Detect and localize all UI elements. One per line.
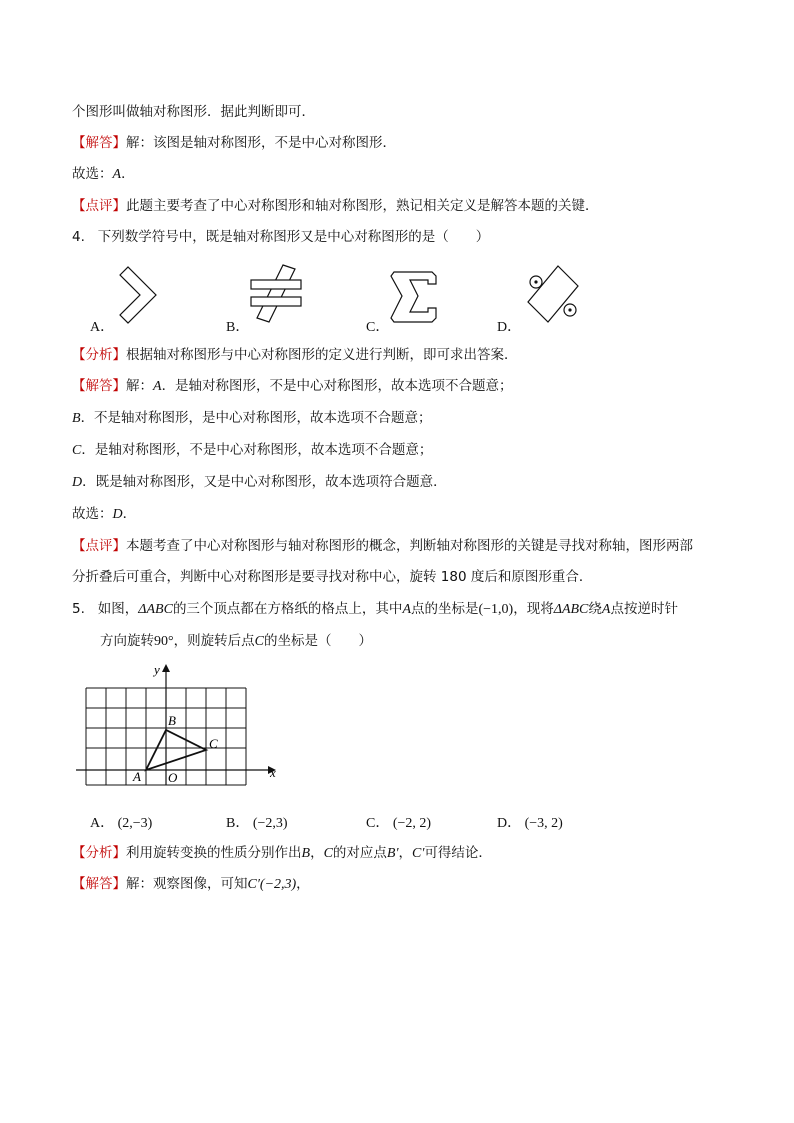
- option-b: B． (−2,3): [226, 816, 288, 831]
- percent-symbol-figure: [522, 262, 584, 326]
- option-c: C． (−2, 2): [366, 816, 432, 831]
- option-label: D．: [497, 320, 522, 335]
- answer-tag: 【解答】: [72, 378, 126, 394]
- q4-answer-c: C．是轴对称图形，不是中心对称图形，故本选项不合题意；: [72, 442, 433, 458]
- q4-choice: 故选：D．: [72, 506, 137, 522]
- point-c-label: C: [209, 736, 218, 751]
- option-a: A． (2,−3): [90, 816, 153, 831]
- option-label: A．: [90, 320, 115, 335]
- q4-answer-b: B．不是轴对称图形，是中心对称图形，故本选项不合题意；: [72, 410, 432, 426]
- q4-answer-d: D．既是轴对称图形，又是中心对称图形，故本选项符合题意．: [72, 474, 447, 490]
- chevron-symbol-figure: [116, 265, 164, 327]
- q4-analysis: 【分析】根据轴对称图形与中心对称图形的定义进行判断，即可求出答案．: [72, 347, 518, 363]
- text-line: 故选：A．: [72, 166, 135, 182]
- option-label: C．: [366, 320, 390, 335]
- x-axis-label: x: [270, 765, 276, 780]
- q5-answer: 【解答】解：观察图像，可知C′(−2,3)，: [72, 876, 310, 892]
- coordinate-grid-figure: [72, 660, 282, 790]
- y-axis-label: y: [154, 662, 160, 677]
- q4-comment: 【点评】本题考查了中心对称图形与轴对称图形的概念，判断轴对称图形的关键是寻找对称轴，图形两部: [72, 538, 693, 554]
- option-d: D． (−3, 2): [497, 816, 563, 831]
- point-b-label: B: [168, 713, 176, 728]
- text-line: 【解答】解：该图是轴对称图形，不是中心对称图形．: [72, 135, 396, 151]
- q5-analysis: 【分析】利用旋转变换的性质分别作出B，C的对应点B′，C′可得结论．: [72, 845, 492, 861]
- analysis-tag: 【分析】: [72, 347, 126, 363]
- comment-tag: 【点评】: [72, 538, 126, 554]
- answer-tag: 【解答】: [72, 876, 126, 892]
- question-5-stem: 5. 如图，ΔABC的三个顶点都在方格纸的格点上，其中A点的坐标是(−1,0)，现将ΔABC绕A点按逆时针: [72, 601, 678, 617]
- text-line: 个图形叫做轴对称图形．据此判断即可．: [72, 104, 315, 120]
- comment-tag: 【点评】: [72, 198, 126, 214]
- point-a-label: A: [133, 769, 141, 784]
- sigma-symbol-figure: [388, 268, 440, 326]
- option-label: B．: [226, 320, 250, 335]
- text-line: 【点评】此题主要考查了中心对称图形和轴对称图形，熟记相关定义是解答本题的关键．: [72, 198, 599, 214]
- analysis-tag: 【分析】: [72, 845, 126, 861]
- q4-comment-cont: 分折叠后可重合，判断中心对称图形是要寻找对称中心，旋转 180 度后和原图形重合．: [72, 569, 593, 585]
- question-5-stem-cont: 方向旋转90°，则旋转后点C的坐标是（ ）: [100, 633, 372, 649]
- not-equal-symbol-figure: [245, 262, 307, 324]
- answer-tag: 【解答】: [72, 135, 126, 151]
- origin-label: O: [168, 770, 178, 785]
- q4-answer-a: 【解答】解：A．是轴对称图形，不是中心对称图形，故本选项不合题意；: [72, 378, 513, 394]
- question-4-stem: 4. 下列数学符号中，既是轴对称图形又是中心对称图形的是（ ）: [72, 229, 490, 245]
